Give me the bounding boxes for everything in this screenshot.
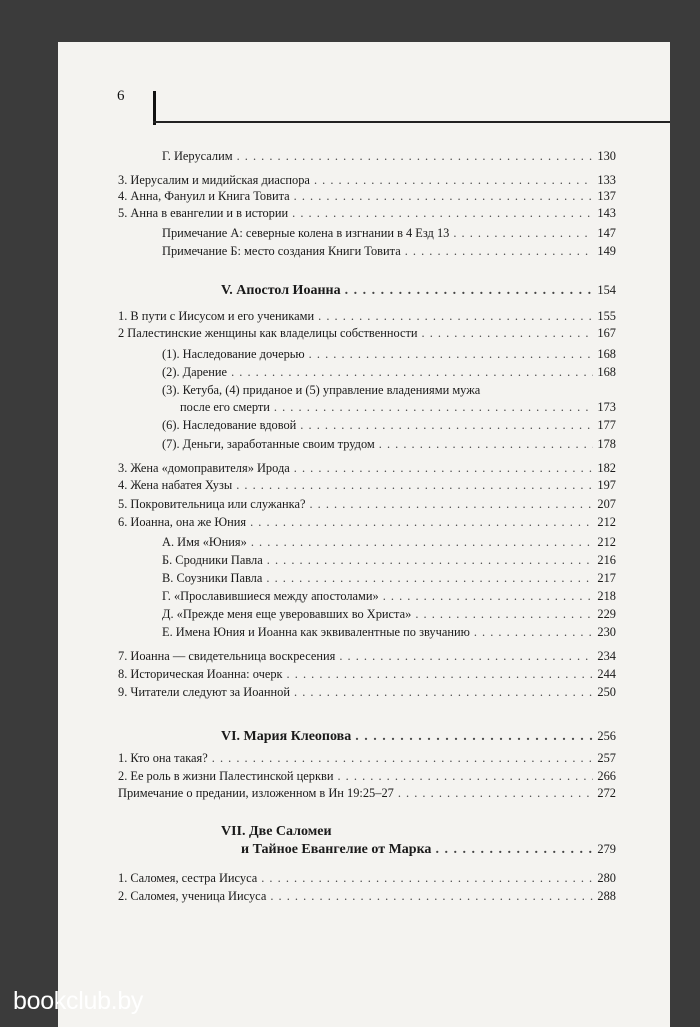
page-number: 6	[117, 88, 125, 104]
toc-entry: 7. Иоанна — свидетельница воскресения . . . 234	[118, 648, 616, 664]
toc-entry: 9. Читатели следуют за Иоанной . . . 250	[118, 684, 616, 700]
toc-entry: 4. Жена набатея Хузы . . . 197	[118, 477, 616, 493]
toc-entry-line: (3). Кетуба, (4) приданое и (5) управление владениями мужа	[162, 383, 481, 397]
toc-entry: после его смерти . . . 173	[180, 399, 616, 415]
table-of-contents	[58, 42, 670, 1027]
toc-entry: 2 Палестинские женщины как владелицы собственности . . . 167	[118, 325, 616, 341]
toc-entry: 8. Историческая Иоанна: очерк . . . 244	[118, 666, 616, 682]
toc-entry: 1. Кто она такая? . . . 257	[118, 750, 616, 766]
toc-entry: 1. Саломея, сестра Иисуса . . . 280	[118, 870, 616, 886]
toc-entry: 3. Иерусалим и мидийская диаспора . . . 133	[118, 172, 616, 188]
toc-entry: Г. «Прославившиеся между апостолами» . . . 218	[162, 588, 616, 604]
toc-entry: (6). Наследование вдовой . . . 177	[162, 417, 616, 433]
toc-section-heading-line: VII. Две Саломеи	[221, 824, 332, 839]
toc-entry: Д. «Прежде меня еще уверовавших во Христа» . . . 229	[162, 606, 616, 622]
toc-entry: В. Соузники Павла . . . 217	[162, 570, 616, 586]
toc-entry: Е. Имена Юния и Иоанна как эквивалентные по звучанию . . . 230	[162, 624, 616, 640]
toc-entry: А. Имя «Юния» . . . 212	[162, 534, 616, 550]
toc-entry: (2). Дарение . . . 168	[162, 364, 616, 380]
book-page	[58, 42, 670, 1027]
toc-entry: (7). Деньги, заработанные своим трудом . . . 178	[162, 436, 616, 452]
toc-entry: 6. Иоанна, она же Юния . . . 212	[118, 514, 616, 530]
toc-entry: 4. Анна, Фануил и Книга Товита . . . 137	[118, 188, 616, 204]
toc-entry: 5. Покровительница или служанка? . . . 207	[118, 496, 616, 512]
toc-entry: (1). Наследование дочерью . . . 168	[162, 346, 616, 362]
toc-section-heading: VI. Мария Клеопова . . . 256	[221, 728, 616, 744]
toc-entry: Примечание о предании, изложенном в Ин 19:25–27 . . . 272	[118, 785, 616, 801]
toc-entry: 2. Ее роль в жизни Палестинской церкви . . . 266	[118, 768, 616, 784]
toc-entry: 1. В пути с Иисусом и его учениками . . . 155	[118, 308, 616, 324]
toc-entry: Г. Иерусалим . . . 130	[162, 148, 616, 164]
toc-section-heading: и Тайное Евангелие от Марка . . . 279	[241, 841, 616, 857]
toc-entry: 5. Анна в евангелии и в истории . . . 143	[118, 205, 616, 221]
site-watermark: bookclub.by	[13, 987, 144, 1015]
toc-entry: Примечание А: северные колена в изгнании в 4 Езд 13 . . . 147	[162, 225, 616, 241]
toc-entry: 2. Саломея, ученица Иисуса . . . 288	[118, 888, 616, 904]
toc-entry: Б. Сродники Павла . . . 216	[162, 552, 616, 568]
toc-section-heading: V. Апостол Иоанна . . . 154	[221, 282, 616, 298]
toc-entry: 3. Жена «домоправителя» Ирода . . . 182	[118, 460, 616, 476]
toc-entry: Примечание Б: место создания Книги Товита . . . 149	[162, 243, 616, 259]
